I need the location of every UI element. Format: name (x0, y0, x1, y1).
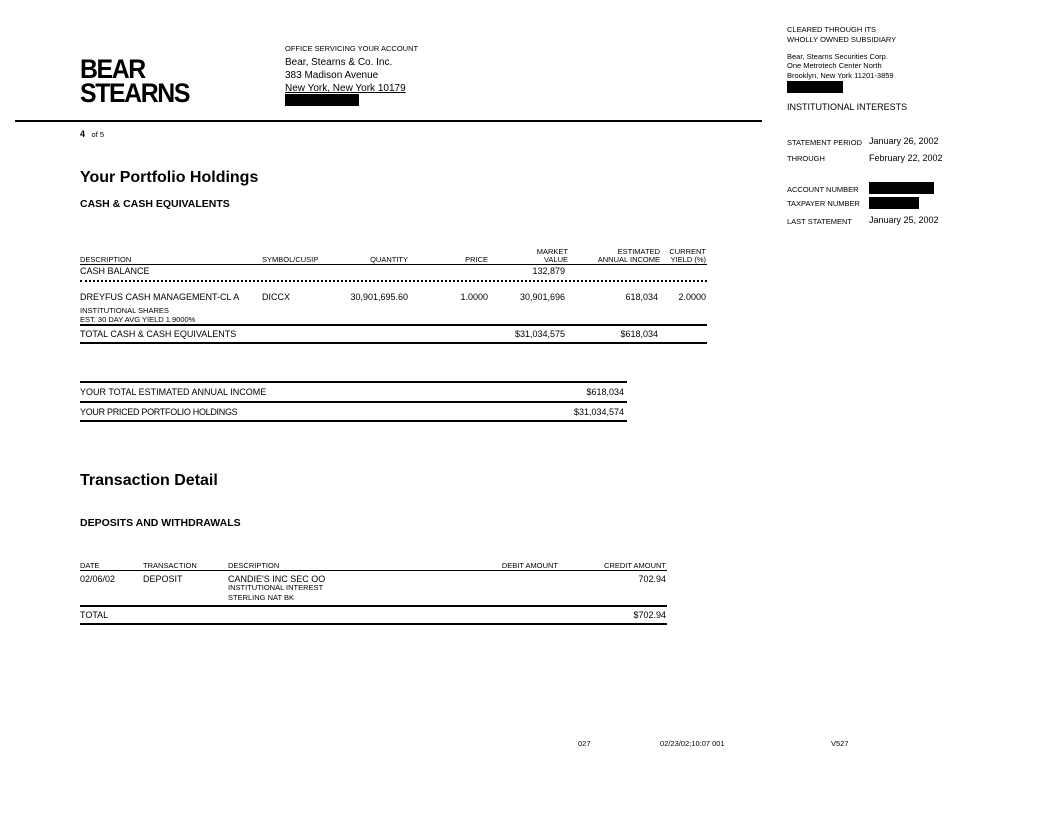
total-bottom-rule (80, 342, 707, 344)
page-indicator (80, 129, 104, 139)
taxpayer-number-label: TAXPAYER NUMBER (787, 199, 860, 208)
logo-line-2: STEARNS (80, 78, 190, 108)
holding-annual-income: 618,034 (625, 292, 658, 302)
tx-desc-3: STERLING NAT BK (228, 593, 294, 602)
redaction-clearing (787, 81, 843, 93)
tx-type: DEPOSIT (143, 574, 183, 584)
footer-code-3: V527 (831, 739, 849, 748)
summary-middle-rule (80, 401, 627, 403)
redaction-office (285, 94, 359, 106)
col-market-1: MARKET (536, 247, 568, 256)
tx-col-credit: CREDIT AMOUNT (604, 561, 666, 570)
holding-quantity: 30,901,695.60 (350, 292, 408, 302)
total-top-rule (80, 324, 707, 326)
page-of: of 5 (91, 130, 105, 139)
total-annual-income: $618,034 (620, 329, 658, 339)
tx-desc-2: INSTITUTIONAL INTEREST (228, 583, 324, 592)
tx-col-date: DATE (80, 561, 100, 570)
account-type: INSTITUTIONAL INTERESTS (787, 102, 908, 112)
total-cash-label: TOTAL CASH & CASH EQUIVALENTS (80, 329, 237, 339)
col-symbol: SYMBOL/CUSIP (262, 255, 319, 264)
summary-holdings-value: $31,034,574 (573, 407, 624, 417)
col-income-2: ANNUAL INCOME (597, 255, 660, 264)
dotted-divider (80, 280, 707, 282)
portfolio-title: Your Portfolio Holdings (80, 169, 259, 186)
last-statement-value: January 25, 2002 (869, 215, 939, 225)
portfolio-section: CASH & CASH EQUIVALENTS (80, 198, 230, 210)
tx-credit: 702.94 (638, 574, 666, 584)
clearing-name: Bear, Stearns Securities Corp. (787, 52, 888, 61)
holding-note-2: EST. 30 DAY AVG YIELD 1.9000% (80, 315, 196, 324)
summary-income-value: $618,034 (586, 387, 624, 397)
through-label: THROUGH (787, 154, 825, 163)
tx-total-label: TOTAL (80, 610, 109, 620)
transactions-section: DEPOSITS AND WITHDRAWALS (80, 517, 241, 529)
period-value: January 26, 2002 (869, 136, 939, 146)
col-yield-1: CURRENT (669, 247, 706, 256)
col-income-1: ESTIMATED (617, 247, 660, 256)
tx-date: 02/06/02 (80, 574, 116, 584)
summary-top-rule (80, 381, 627, 383)
total-market-value: $31,034,575 (514, 329, 565, 339)
tx-total-credit: $702.94 (633, 610, 666, 620)
clearing-street: One Metrotech Center North (787, 61, 882, 70)
logo-line-1: BEAR (80, 54, 145, 84)
holding-price: 1.0000 (460, 292, 488, 302)
summary-holdings-label: YOUR PRICED PORTFOLIO HOLDINGS (80, 407, 238, 417)
account-number-label: ACCOUNT NUMBER (787, 185, 859, 194)
bear-stearns-logo (80, 54, 199, 108)
office-street: 383 Madison Avenue (285, 70, 379, 81)
tx-header-rule (80, 570, 667, 571)
clearing-line-1: CLEARED THROUGH ITS (787, 25, 877, 34)
last-statement-label: LAST STATEMENT (787, 217, 853, 226)
through-value: February 22, 2002 (869, 153, 943, 163)
col-price: PRICE (465, 255, 488, 264)
tx-col-debit: DEBIT AMOUNT (501, 561, 558, 570)
office-label: OFFICE SERVICING YOUR ACCOUNT (285, 44, 419, 53)
clearing-line-2: WHOLLY OWNED SUBSIDIARY (787, 35, 897, 44)
holding-yield: 2.0000 (678, 292, 706, 302)
transactions-title: Transaction Detail (80, 472, 218, 489)
tx-total-bottom-rule (80, 623, 667, 625)
header-rule (15, 120, 762, 122)
period-label: STATEMENT PERIOD (787, 138, 863, 147)
holdings-header-rule (80, 264, 707, 265)
holding-symbol: DICCX (262, 292, 291, 302)
holding-note-1: INSTITUTIONAL SHARES (80, 306, 169, 315)
summary-income-label: YOUR TOTAL ESTIMATED ANNUAL INCOME (80, 387, 267, 397)
redaction-account-number (869, 182, 934, 194)
holding-market-value: 30,901,696 (519, 292, 565, 302)
tx-col-description: DESCRIPTION (228, 561, 280, 570)
holding-description: DREYFUS CASH MANAGEMENT-CL A (80, 292, 240, 302)
col-description: DESCRIPTION (80, 255, 132, 264)
tx-total-top-rule (80, 605, 667, 607)
page-number: 4 (80, 129, 86, 139)
cash-balance-value: 132,879 (532, 266, 565, 276)
footer-code-1: 027 (578, 739, 591, 748)
col-yield-2: YIELD (%) (670, 255, 706, 264)
footer-code-2: 02/23/02;10:07 001 (660, 739, 725, 748)
col-market-2: VALUE (543, 255, 568, 264)
summary-bottom-rule (80, 420, 627, 422)
office-name: Bear, Stearns & Co. Inc. (285, 57, 393, 68)
tx-col-transaction: TRANSACTION (143, 561, 197, 570)
clearing-city: Brooklyn, New York 11201-3859 (787, 71, 894, 80)
col-quantity: QUANTITY (370, 255, 408, 264)
cash-balance-label: CASH BALANCE (80, 266, 150, 276)
redaction-taxpayer-number (869, 197, 919, 209)
tx-desc-1: CANDIE'S INC SEC OO (228, 574, 326, 584)
office-city: New York, New York 10179 (285, 83, 406, 94)
